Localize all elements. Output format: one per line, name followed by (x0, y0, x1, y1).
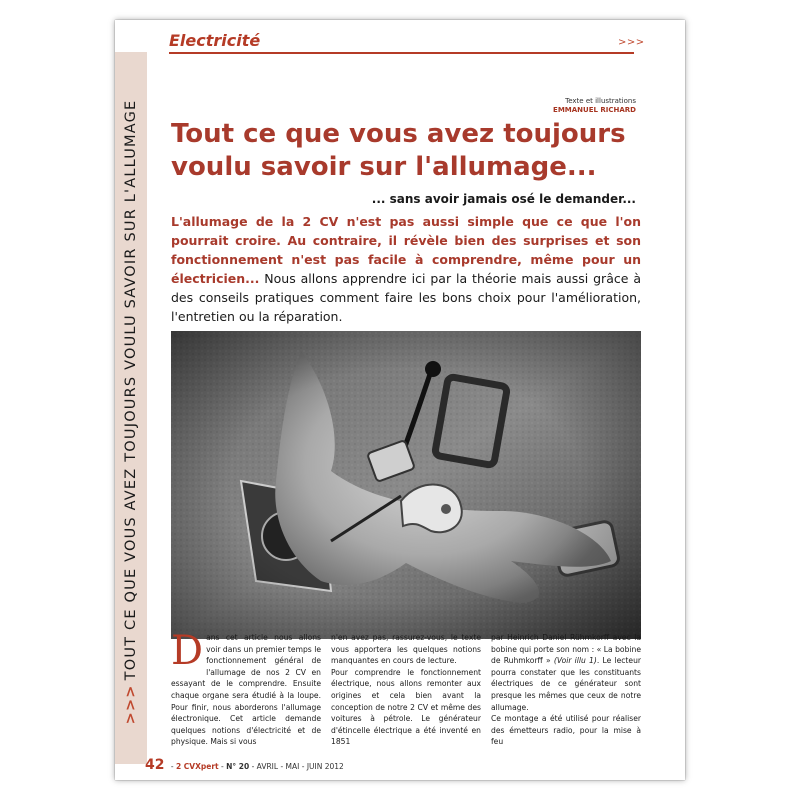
footer-separator: - (168, 762, 176, 771)
intro-regular-text: Nous allons apprendre ici par la théorie mais aussi grâce à des conseils pratiques comment faire les bons choix pour l'amélioration, l'entretien ou la réparation. (171, 271, 641, 324)
credit-label: Texte et illustrations (565, 97, 636, 105)
body-text: ans cet article nous allons voir dans un premier temps le fonctionnement général de l'allumage de nos 2 CV en essayant de le comprendre. Ensuite chaque organe sera étudié à la loupe. Pour finir, nous aborderons l'allumage électronique. Cet article demande quelques notions d'électricité et de physique. Mais si vous (171, 633, 321, 747)
header-rule (169, 52, 634, 54)
body-paragraph: Pour comprendre le fonctionnement électrique, nous allons remonter aux origines et cela bien avant la conception de notre 2 CV et même des voitures à pétrole. Le générateur d'étincelle électrique a été inventé en 1851 (331, 667, 481, 747)
hand-holding-ignition-parts-photo (171, 331, 641, 639)
side-banner-text (123, 100, 139, 725)
body-paragraph (491, 632, 641, 713)
drop-cap: D (171, 628, 204, 674)
footer-separator: - (218, 762, 227, 771)
body-paragraph (171, 628, 321, 748)
side-banner-arrows: >>> (123, 684, 139, 725)
body-column-3 (491, 632, 641, 748)
magazine-name: 2 CVXpert (175, 762, 219, 771)
intro-bold-text: L'allumage de la 2 CV n'est pas aussi simple que ce que l'on pourrait croire. Au contraire, il révèle bien des surprises et son fonctionnement n'est pas facile à comprendre, même pour un électricien... (171, 214, 641, 286)
body-column-1 (171, 628, 321, 748)
body-text: par Heinrich Daniel Rühmkorff avec la bobine qui porte son nom : « La bobine de Ruhmkorff » (491, 633, 641, 666)
issue-number: N° 20 (226, 762, 250, 771)
magazine-page (115, 20, 685, 780)
issue-date: - AVRIL - MAI - JUIN 2012 (249, 762, 344, 771)
side-banner-title: TOUT CE QUE VOUS AVEZ TOUJOURS VOULU SAVOIR SUR L'ALLUMAGE (123, 99, 139, 681)
page-footer (145, 757, 344, 773)
header-arrows: >>> (618, 37, 645, 48)
body-paragraph: Ce montage a été utilisé pour réaliser des émetteurs radio, pour la mise à feu (491, 714, 641, 747)
body-text: . Le lecteur pourra constater que les constituants électriques de ce générateur sont presque les mêmes que ceux de notre allumage. (491, 656, 641, 712)
credit-author: EMMANUEL RICHARD (553, 106, 636, 114)
section-label: Electricité (169, 31, 261, 50)
article-title: Tout ce que vous avez toujours voulu savoir sur l'allumage... (171, 119, 626, 182)
article-subtitle: ... sans avoir jamais osé le demander... (371, 192, 636, 206)
page-number: 42 (145, 757, 165, 773)
body-paragraph: n'en avez pas, rassurez-vous, le texte vous apportera les quelques notions manquantes en cours de lecture. (331, 633, 481, 666)
article-intro (171, 212, 641, 326)
body-column-2 (331, 632, 481, 748)
side-banner (115, 52, 147, 764)
figure-reference: (Voir illu 1) (553, 656, 597, 666)
